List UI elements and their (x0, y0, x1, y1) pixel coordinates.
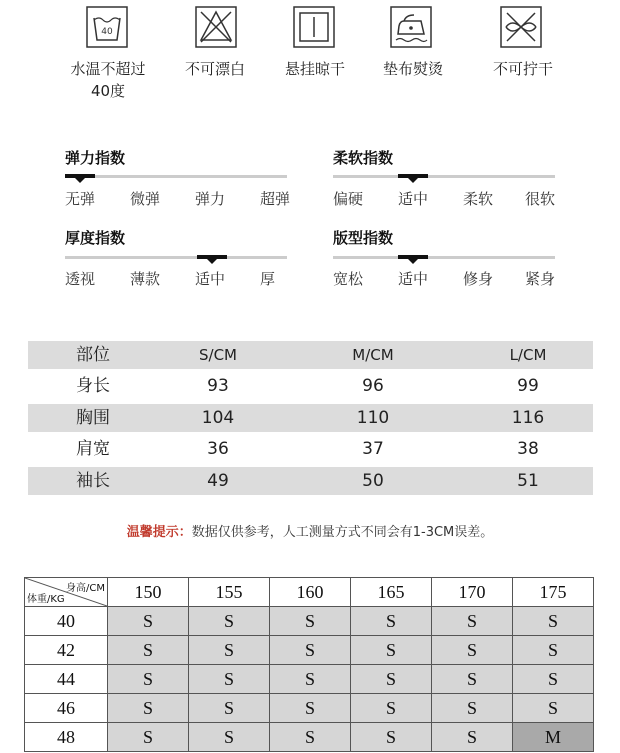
care-label-wash: 水温不超过 40度 (70, 60, 146, 100)
fit-option: 修身 (463, 270, 494, 288)
height-header: 155 (189, 578, 270, 607)
grid-header-row (25, 578, 594, 607)
elasticity-marker (65, 174, 95, 178)
size-cell: S (513, 636, 594, 665)
size-cell: S (108, 607, 189, 636)
softness-option: 很软 (525, 190, 556, 208)
table-cell: 99 (517, 376, 539, 396)
size-cell: S (432, 723, 513, 752)
thickness-bar (65, 256, 287, 259)
wash-temp-text: 40 (101, 27, 113, 37)
weight-header: 42 (25, 636, 108, 665)
thickness-option: 薄款 (130, 270, 161, 288)
fit-option: 适中 (398, 270, 429, 288)
elasticity-option: 微弹 (130, 190, 161, 208)
thickness-option: 厚 (260, 270, 276, 288)
size-cell: M (513, 723, 594, 752)
grid-corner-cell (25, 578, 108, 607)
table-cell: 50 (362, 471, 384, 491)
table-row (28, 404, 593, 432)
care-label-wring: 不可拧干 (492, 60, 553, 78)
tip-label: 温馨提示： (126, 525, 192, 540)
table-cell: 116 (511, 408, 545, 428)
weight-header: 44 (25, 665, 108, 694)
size-cell: S (108, 723, 189, 752)
size-recommendation-grid (24, 577, 594, 752)
care-label-iron: 垫布熨烫 (382, 60, 443, 78)
weight-header: 46 (25, 694, 108, 723)
grid-row (25, 694, 594, 723)
care-label-bleach: 不可漂白 (184, 60, 245, 78)
size-cell: S (270, 694, 351, 723)
size-cell: S (270, 723, 351, 752)
no-bleach-icon (195, 6, 237, 48)
table-header-row (28, 341, 593, 369)
size-cell: S (270, 636, 351, 665)
softness-option: 偏硬 (333, 190, 364, 208)
table-row (28, 435, 593, 463)
elasticity-option: 弹力 (195, 190, 226, 208)
thickness-title: 厚度指数 (65, 229, 126, 247)
height-header: 175 (513, 578, 594, 607)
size-cell: S (108, 694, 189, 723)
size-cell: S (189, 636, 270, 665)
weight-header: 48 (25, 723, 108, 752)
corner-height-label: 身高/CM (66, 583, 105, 594)
table-header: M/CM (352, 346, 394, 364)
softness-marker (398, 174, 428, 178)
elasticity-title: 弹力指数 (65, 149, 126, 167)
size-cell: S (432, 636, 513, 665)
care-label-dry: 悬挂晾干 (284, 60, 345, 78)
size-cell: S (108, 636, 189, 665)
table-row (28, 467, 593, 495)
fit-option: 紧身 (525, 270, 556, 288)
size-cell: S (189, 694, 270, 723)
table-cell: 胸围 (76, 408, 110, 428)
size-cell: S (270, 607, 351, 636)
fit-marker (398, 255, 428, 259)
warm-tip (0, 521, 620, 540)
size-cell: S (189, 665, 270, 694)
height-header: 165 (351, 578, 432, 607)
size-cell: S (351, 665, 432, 694)
table-cell: 51 (517, 471, 539, 491)
table-cell: 身长 (76, 376, 110, 396)
fit-title: 版型指数 (333, 229, 394, 247)
table-cell: 110 (356, 408, 390, 428)
table-cell: 93 (207, 376, 229, 396)
size-cell: S (513, 694, 594, 723)
size-cell: S (189, 723, 270, 752)
grid-row (25, 723, 594, 752)
size-cell: S (432, 694, 513, 723)
thickness-marker (197, 255, 227, 259)
size-cell: S (351, 607, 432, 636)
fit-option: 宽松 (333, 270, 364, 288)
elasticity-option: 超弹 (260, 190, 291, 208)
table-cell: 104 (201, 408, 235, 428)
softness-bar (333, 175, 555, 178)
tip-text: 数据仅供参考，人工测量方式不同会有1-3CM误差。 (191, 525, 494, 540)
height-header: 150 (108, 578, 189, 607)
size-cell: S (513, 665, 594, 694)
table-header: L/CM (509, 346, 547, 364)
grid-row (25, 665, 594, 694)
iron-with-cloth-icon (390, 6, 432, 48)
table-cell: 肩宽 (76, 439, 110, 459)
height-header: 160 (270, 578, 351, 607)
size-cell: S (270, 665, 351, 694)
size-cell: S (351, 636, 432, 665)
thickness-option: 透视 (65, 270, 96, 288)
softness-title: 柔软指数 (333, 149, 394, 167)
thickness-option: 适中 (195, 270, 226, 288)
table-cell: 36 (207, 439, 229, 459)
grid-row (25, 636, 594, 665)
grid-row (25, 607, 594, 636)
size-cell: S (108, 665, 189, 694)
size-cell: S (432, 607, 513, 636)
softness-option: 柔软 (463, 190, 494, 208)
size-cell: S (351, 723, 432, 752)
table-cell: 袖长 (76, 471, 110, 491)
no-wring-icon (500, 6, 542, 48)
table-header: 部位 (76, 345, 110, 365)
table-cell: 49 (207, 471, 229, 491)
hang-dry-icon (293, 6, 335, 48)
height-header: 170 (432, 578, 513, 607)
table-cell: 37 (362, 439, 384, 459)
corner-weight-label: 体重/KG (27, 594, 65, 605)
table-cell: 96 (362, 376, 384, 396)
elasticity-bar (65, 175, 287, 178)
size-cell: S (513, 607, 594, 636)
softness-option: 适中 (398, 190, 429, 208)
wash-40-icon (86, 6, 128, 48)
table-row (28, 372, 593, 400)
table-cell: 38 (517, 439, 539, 459)
elasticity-option: 无弹 (65, 190, 96, 208)
size-cell: S (189, 607, 270, 636)
weight-header: 40 (25, 607, 108, 636)
table-header: S/CM (199, 346, 237, 364)
size-cell: S (432, 665, 513, 694)
fit-bar (333, 256, 555, 259)
size-cell: S (351, 694, 432, 723)
